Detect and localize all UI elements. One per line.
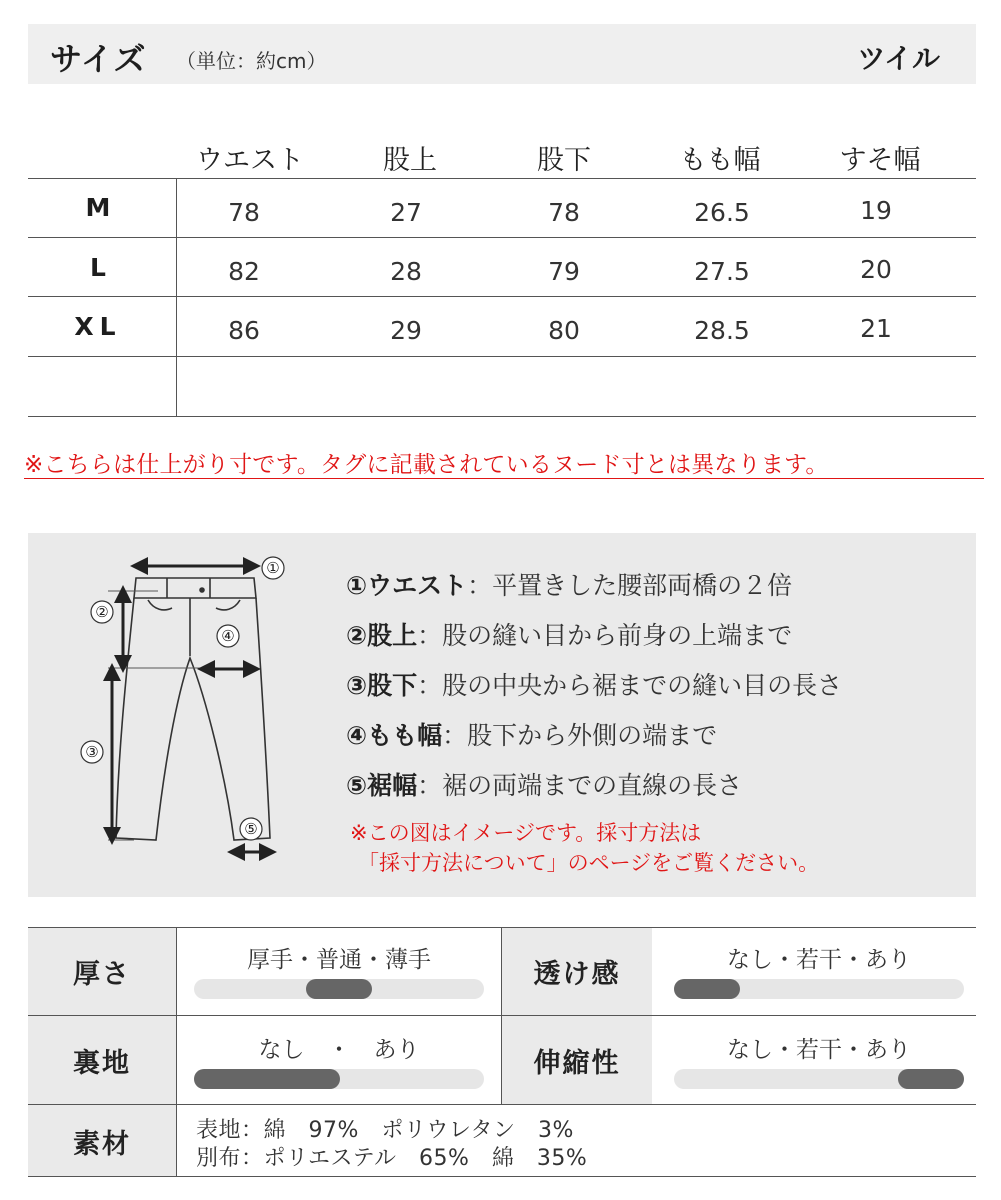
size-label-m: M [85, 193, 111, 222]
table-cell: 27 [390, 198, 422, 227]
column-header-hem: すそ幅 [839, 145, 921, 176]
feature-divider [28, 1104, 976, 1105]
sheer-scale-track [674, 979, 964, 999]
lining-scale-track [194, 1069, 484, 1089]
fabric-type: ツイル [857, 42, 940, 75]
sheer-scale-labels: なし・若干・あり [727, 947, 911, 973]
description-inseam [346, 666, 842, 702]
lining-scale-labels: なし ・ あり [258, 1037, 420, 1063]
marker-1: ① [266, 559, 280, 577]
image-disclaimer-line1: ※この図はイメージです。採寸方法は [350, 821, 702, 845]
table-cell: 80 [548, 316, 580, 345]
description-waist [346, 566, 792, 602]
stretch-scale-labels: なし・若干・あり [727, 1037, 911, 1063]
table-cell: 21 [860, 314, 892, 343]
size-title: サイズ [50, 40, 147, 78]
size-label-xl: XL [74, 312, 122, 341]
image-disclaimer-line2: 「採寸方法について」のページをご覧ください。 [358, 851, 820, 875]
feature-divider [28, 927, 976, 928]
material-outer-fabric: 表地：綿 97% ポリウレタン 3% [196, 1118, 574, 1143]
pants-illustration [68, 548, 308, 868]
table-cell: 27.5 [694, 257, 750, 286]
material-accent-fabric: 別布：ポリエステル 65% 綿 35% [196, 1146, 588, 1171]
table-cell: 19 [860, 196, 892, 225]
sheer-indicator [674, 979, 740, 999]
description-text: ：股の中央から裾までの縫い目の長さ [417, 671, 843, 700]
description-text: ：股下から外側の端まで [442, 721, 718, 750]
description-hem [346, 766, 742, 802]
note-underline [24, 478, 984, 479]
table-cell: 86 [228, 316, 260, 345]
description-name: ④もも幅 [346, 721, 443, 750]
table-divider [28, 416, 976, 417]
table-cell: 28 [390, 257, 422, 286]
size-table [28, 130, 976, 418]
description-text: ：股の縫い目から前身の上端まで [417, 621, 793, 650]
description-rise [346, 616, 792, 652]
finished-size-note: ※こちらは仕上がり寸です。タグに記載されているヌード寸とは異なります。 [24, 452, 829, 478]
column-header-thigh: もも幅 [679, 145, 761, 176]
unit-label: （単位：約cm） [176, 49, 327, 73]
description-name: ②股上 [346, 621, 418, 650]
marker-3: ③ [85, 743, 99, 761]
feature-label-thickness: 厚さ [28, 927, 176, 1015]
description-text: ：平置きした腰部両橋の２倍 [467, 571, 793, 600]
description-name: ⑤裾幅 [346, 771, 418, 800]
feature-label-stretch: 伸縮性 [502, 1016, 652, 1104]
table-cell: 29 [390, 316, 422, 345]
thickness-scale-labels: 厚手・普通・薄手 [247, 947, 431, 973]
marker-2: ② [95, 603, 109, 621]
stretch-scale-track [674, 1069, 964, 1089]
description-text: ：裾の両端までの直線の長さ [417, 771, 743, 800]
size-label-l: L [90, 253, 106, 282]
stretch-indicator [898, 1069, 964, 1089]
lining-indicator [194, 1069, 340, 1089]
table-divider [28, 356, 976, 357]
description-name: ③股下 [346, 671, 418, 700]
table-cell: 78 [548, 198, 580, 227]
thickness-scale-track [194, 979, 484, 999]
feature-divider [176, 927, 177, 1177]
measurement-diagram-panel [28, 533, 976, 897]
size-header-bar [28, 24, 976, 84]
marker-4: ④ [221, 627, 235, 645]
feature-label-material: 素材 [28, 1105, 176, 1177]
table-cell: 82 [228, 257, 260, 286]
table-divider [28, 237, 976, 238]
table-cell: 28.5 [694, 316, 750, 345]
table-cell: 20 [860, 255, 892, 284]
column-header-inseam: 股下 [537, 145, 591, 176]
feature-label-lining: 裏地 [28, 1016, 176, 1104]
column-header-rise: 股上 [383, 145, 437, 176]
table-cell: 78 [228, 198, 260, 227]
feature-divider [501, 927, 502, 1105]
marker-5: ⑤ [244, 820, 258, 838]
feature-divider [28, 1015, 976, 1016]
table-cell: 26.5 [694, 198, 750, 227]
thickness-indicator [306, 979, 372, 999]
feature-table [28, 927, 976, 1177]
table-divider [28, 296, 976, 297]
table-divider [28, 178, 976, 179]
description-name: ①ウエスト [346, 571, 468, 600]
column-header-waist: ウエスト [196, 145, 304, 176]
feature-divider [28, 1176, 976, 1177]
table-cell: 79 [548, 257, 580, 286]
feature-label-sheer: 透け感 [502, 927, 652, 1015]
description-thigh [346, 716, 717, 752]
